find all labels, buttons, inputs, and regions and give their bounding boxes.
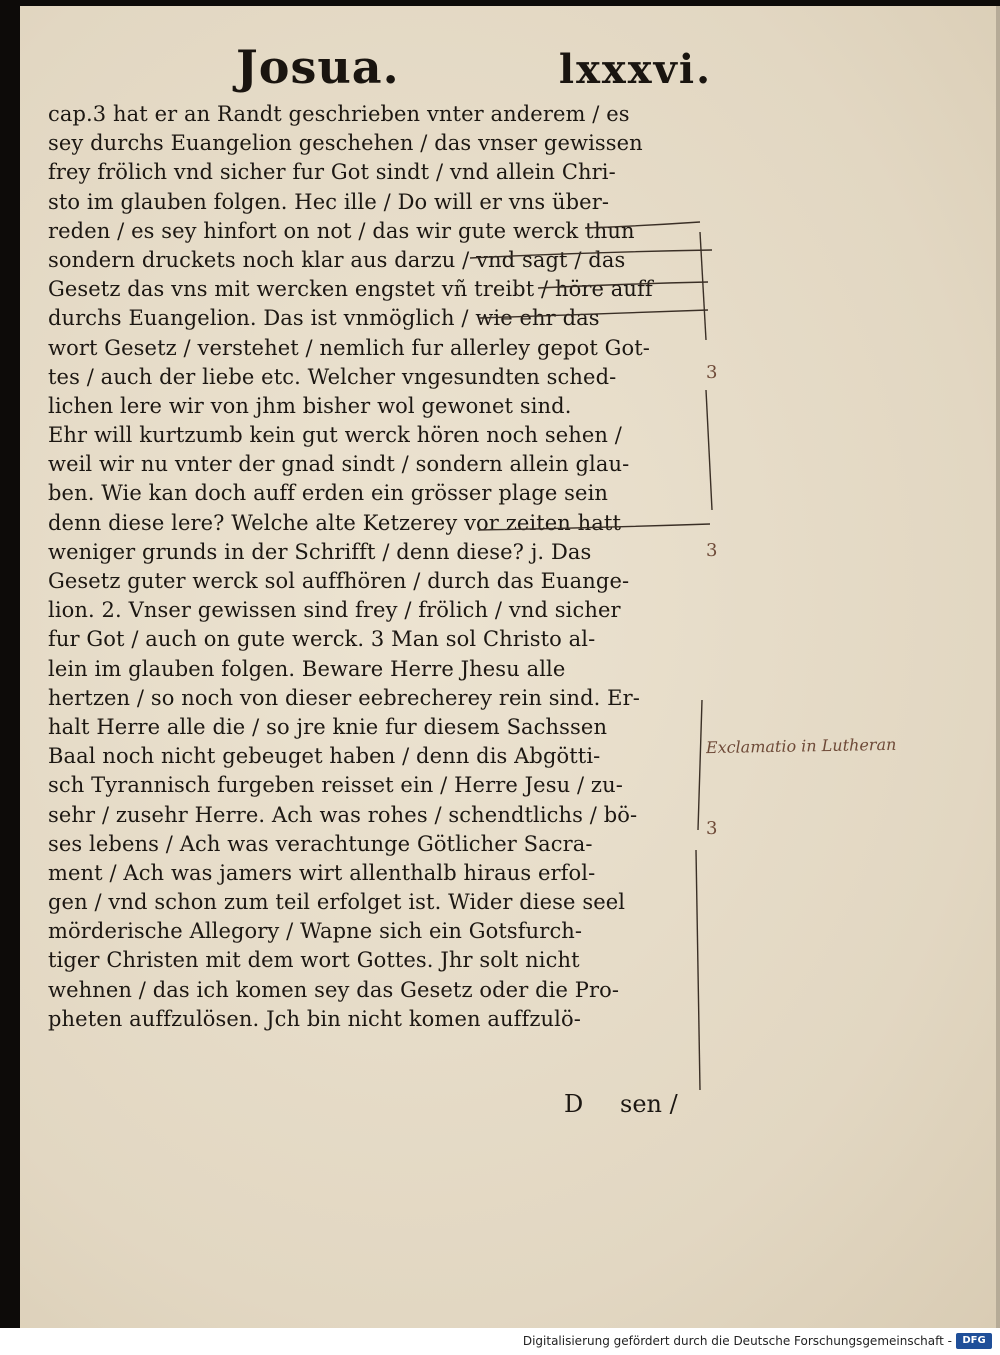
text-line: sondern druckets noch klar aus darzu / vnd sagt / das <box>48 247 626 272</box>
text-line: tiger Christen mit dem wort Gottes. Jhr solt nicht <box>48 948 580 973</box>
text-line: Gesetz das vns mit wercken engstet vñ treibt / höre auff <box>48 277 653 302</box>
running-head <box>236 40 712 100</box>
text-line: wehnen / das ich komen sey das Gesetz oder die Pro- <box>48 977 620 1002</box>
text-line: lein im glauben folgen. Beware Herre Jhesu alle <box>48 656 566 681</box>
margin-mark: 3 <box>706 818 718 839</box>
dfg-logo: DFG <box>956 1333 992 1349</box>
text-line: Baal noch nicht gebeuget haben / denn dis Abgötti- <box>48 744 601 769</box>
text-line: lichen lere wir von jhm bisher wol gewonet sind. <box>48 393 572 418</box>
text-line: ses lebens / Ach was verachtunge Götlicher Sacra- <box>48 831 593 856</box>
text-line: weniger grunds in der Schrifft / denn diese? j. Das <box>48 539 592 564</box>
text-line: mörderische Allegory / Wapne sich ein Gotsfurch- <box>48 919 583 944</box>
page-edge <box>996 6 1000 1328</box>
text-line: sehr / zusehr Herre. Ach was rohes / schendtlichs / bö- <box>48 802 638 827</box>
catchword: sen / <box>620 1090 678 1118</box>
text-line: tes / auch der liebe etc. Welcher vngesundten sched- <box>48 364 617 389</box>
text-line: frey frölich vnd sicher fur Got sindt / vnd allein Chri- <box>48 160 616 185</box>
text-line: halt Herre alle die / so jre knie fur diesem Sachssen <box>48 714 608 739</box>
text-line: ben. Wie kan doch auff erden ein grösser plage sein <box>48 481 609 506</box>
margin-mark: 3 <box>706 362 718 383</box>
digitization-footer <box>0 1328 1000 1355</box>
text-line: sch Tyrannisch furgeben reisset ein / Herre Jesu / zu- <box>48 773 623 798</box>
text-line: denn diese lere? Welche alte Ketzerey vor zeiten hatt <box>48 510 621 535</box>
text-line: fur Got / auch on gute werck. 3 Man sol Christo al- <box>48 627 596 652</box>
text-line: ment / Ach was jamers wirt allenthalb hiraus erfol- <box>48 860 596 885</box>
text-line: wort Gesetz / verstehet / nemlich fur allerley gepot Got- <box>48 335 650 360</box>
text-line: durchs Euangelion. Das ist vnmöglich / wie ehr das <box>48 306 600 331</box>
marginal-annotation: Exclamatio in Lutheran <box>705 734 897 758</box>
text-line: cap.3 hat er an Randt geschrieben vnter anderem / es <box>48 102 630 126</box>
text-line: Ehr will kurtzumb kein gut werck hören noch sehen / <box>48 423 622 448</box>
body-text-block <box>48 100 716 1034</box>
text-line: pheten auffzulösen. Jch bin nicht komen auffzulö- <box>48 1006 581 1031</box>
text-line: sey durchs Euangelion geschehen / das vnser gewissen <box>48 131 643 156</box>
text-line: hertzen / so noch von dieser eebrecherey rein sind. Er- <box>48 685 640 710</box>
text-line: weil wir nu vnter der gnad sindt / sondern allein glau- <box>48 452 630 477</box>
folio-number: lxxxvi. <box>558 46 712 93</box>
margin-mark: 3 <box>706 540 718 561</box>
footer-credit: Digitalisierung gefördert durch die Deutsche Forschungsgemeinschaft - <box>522 1334 952 1348</box>
text-line: gen / vnd schon zum teil erfolget ist. Wider diese seel <box>48 890 626 915</box>
running-title: Josua. <box>236 40 400 94</box>
text-line: reden / es sey hinfort on not / das wir gute werck thun <box>48 218 635 243</box>
text-line: Gesetz guter werck sol auffhören / durch das Euange- <box>48 569 630 593</box>
page-foot <box>544 1090 724 1122</box>
text-line: lion. 2. Vnser gewissen sind frey / frölich / vnd sicher <box>48 598 621 623</box>
signature-mark: D <box>564 1090 584 1118</box>
text-line: sto im glauben folgen. Hec ille / Do will er vns über- <box>48 189 610 214</box>
